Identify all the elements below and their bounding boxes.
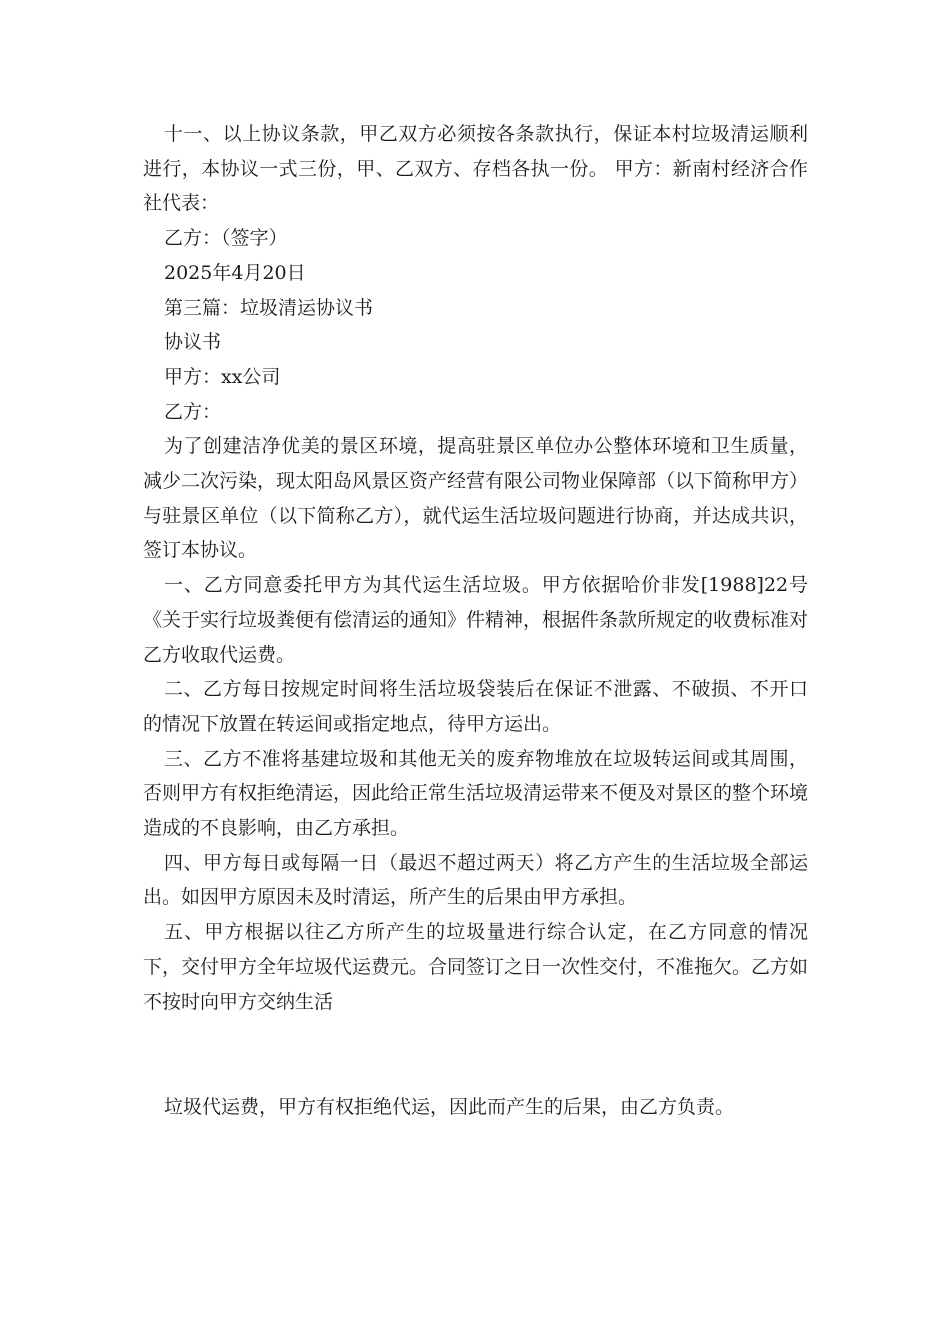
agreement-title: 协议书 — [164, 331, 222, 354]
clause-5-continuation: 垃圾代运费，甲方有权拒绝代运，因此而产生的后果，由乙方负责。 — [164, 1096, 735, 1118]
preamble-paragraph: 为了创建洁净优美的景区环境，提高驻景区单位办公整体环境和卫生质量，减少二次污染，现太阳岛风景区资产经营有限公司物业保障部（以下简称甲方）与驻景区单位（以下简称乙方），就代运生活垃圾问题进行协商，并达成共识，签订本协议。 — [143, 435, 809, 562]
date-line: 2025年4月20日 — [164, 261, 306, 284]
clause-2-paragraph: 二、乙方每日按规定时间将生活垃圾袋装后在保证不泄露、不破损、不开口的情况下放置在转运间或指定地点，待甲方运出。 — [143, 678, 808, 735]
party-a-line: 甲方：xx公司 — [164, 365, 281, 388]
party-b-signature-line: 乙方：（签字） — [164, 227, 288, 250]
clause-3-paragraph: 三、乙方不准将基建垃圾和其他无关的废弃物堆放在垃圾转运间或其周围，否则甲方有权拒绝清运，因此给正常生活垃圾清运带来不便及对景区的整个环境造成的不良影响，由乙方承担。 — [143, 747, 809, 840]
clause-1-paragraph: 一、乙方同意委托甲方为其代运生活垃圾。甲方依据哈价非发[1988]22号《关于实行垃圾粪便有偿清运的通知》件精神，根据件条款所规定的收费标准对乙方收取代运费。 — [143, 574, 809, 666]
clause-11-paragraph: 十一、以上协议条款，甲乙双方必须按各条款执行，保证本村垃圾清运顺利进行，本协议一式三份，甲、乙双方、存档各执一份。 甲方：新南村经济合作社代表： — [143, 123, 808, 215]
clause-5-paragraph: 五、甲方根据以往乙方所产生的垃圾量进行综合认定，在乙方同意的情况下，交付甲方全年垃圾代运费元。合同签订之日一次性交付，不准拖欠。乙方如不按时向甲方交纳生活 — [143, 921, 809, 1013]
clause-4-paragraph: 四、甲方每日或每隔一日（最迟不超过两天）将乙方产生的生活垃圾全部运出。如因甲方原因未及时清运，所产生的后果由甲方承担。 — [143, 851, 808, 909]
party-b-line: 乙方： — [164, 400, 222, 423]
document-body — [143, 117, 808, 1019]
section-heading: 第三篇：垃圾清运协议书 — [164, 296, 374, 319]
